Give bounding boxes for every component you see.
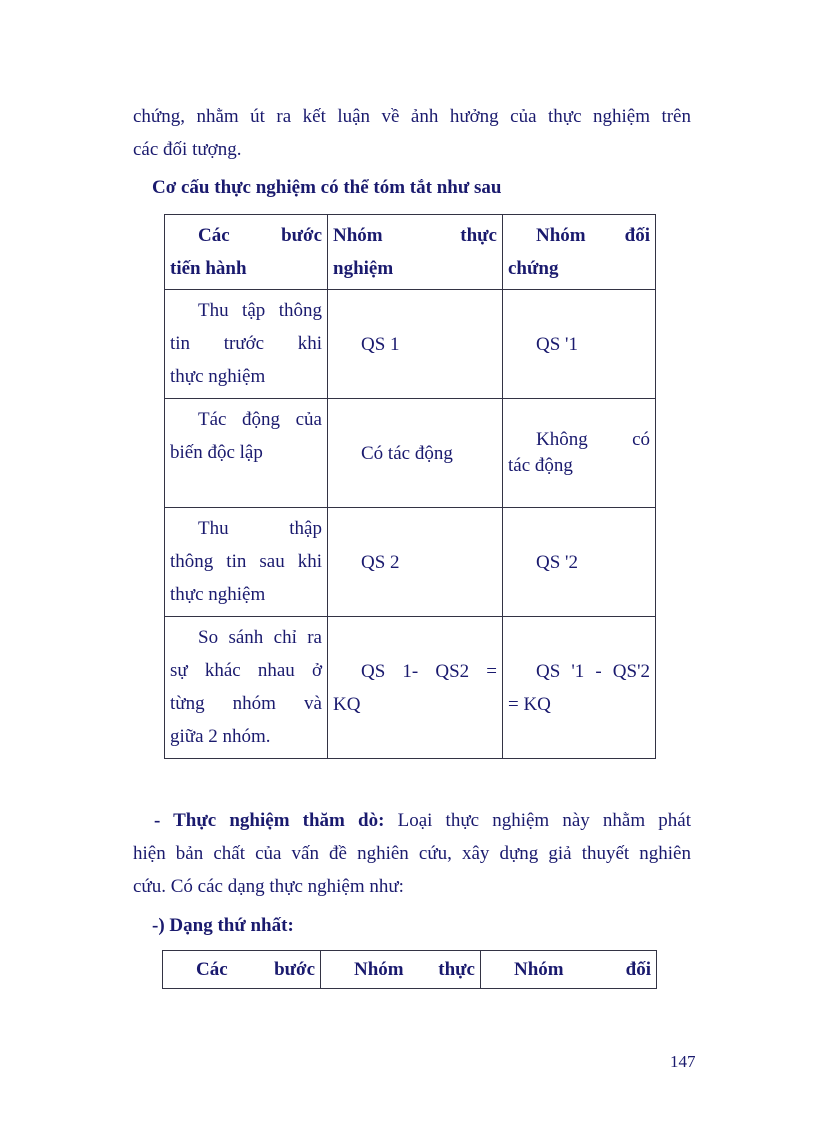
row2-ctrl-line1: Không có xyxy=(536,429,650,450)
form-one-table xyxy=(162,950,657,989)
t2-header-control xyxy=(481,951,657,989)
row4-step xyxy=(165,617,328,759)
row4-control xyxy=(503,617,656,759)
row3-step xyxy=(165,508,328,617)
table-row xyxy=(165,508,656,617)
row2-exp-value: Có tác động xyxy=(361,442,453,464)
row3-step-line1: Thu thập xyxy=(198,518,322,539)
header-steps-line2: tiến hành xyxy=(170,258,247,279)
row1-experimental xyxy=(328,290,503,399)
exploratory-line-1-rest: Loại thực nghiệm này nhằm phát xyxy=(397,810,691,831)
row4-step-line4: giữa 2 nhóm. xyxy=(170,726,271,747)
row1-exp-value: QS 1 xyxy=(361,333,400,355)
row1-step-line1: Thu tập thông xyxy=(198,300,322,321)
header-cell-steps xyxy=(165,215,328,290)
header-cell-control-group xyxy=(503,215,656,290)
exploratory-line-1 xyxy=(133,804,691,837)
row3-control xyxy=(503,508,656,617)
row1-step-line3: thực nghiệm xyxy=(170,366,266,387)
t2-header-steps xyxy=(163,951,321,989)
row2-experimental xyxy=(328,399,503,508)
header-ctrl-line1: Nhóm đối xyxy=(536,225,650,246)
row4-exp-line1: QS 1- QS2 = xyxy=(361,660,497,682)
row3-ctrl-value: QS '2 xyxy=(536,551,578,573)
row2-step xyxy=(165,399,328,508)
intro-line-1: chứng, nhằm út ra kết luận về ảnh hưởng của thực nghiệm trên xyxy=(133,106,691,127)
row2-control xyxy=(503,399,656,508)
experiment-structure-table xyxy=(164,214,656,759)
row2-step-line2: biến độc lập xyxy=(170,442,263,463)
header-cell-experimental-group xyxy=(328,215,503,290)
row4-ctrl-line2: = KQ xyxy=(508,693,551,715)
t2-header-ctrl-text: Nhóm đối xyxy=(514,959,651,980)
table2-header-row xyxy=(163,951,657,989)
table-row xyxy=(165,399,656,508)
page-number: 147 xyxy=(670,1052,696,1071)
row4-ctrl-line1: QS '1 - QS'2 xyxy=(536,660,650,682)
row4-experimental xyxy=(328,617,503,759)
t2-header-exp-text: Nhóm thực xyxy=(354,959,475,980)
table1-header-row xyxy=(165,215,656,290)
t2-header-steps-text: Các bước xyxy=(196,959,315,980)
header-exp-line1: Nhóm thực xyxy=(333,225,497,246)
row4-step-line2: sự khác nhau ở xyxy=(170,660,322,681)
exploratory-paragraph xyxy=(133,804,691,903)
row3-experimental xyxy=(328,508,503,617)
header-steps-line1: Các bước xyxy=(198,225,322,246)
t2-header-experimental xyxy=(321,951,481,989)
row4-step-line1: So sánh chỉ ra xyxy=(198,627,322,648)
intro-paragraph xyxy=(133,100,691,166)
row3-step-line3: thực nghiệm xyxy=(170,584,266,605)
row3-exp-value: QS 2 xyxy=(361,551,400,573)
exploratory-line-2: hiện bản chất của vấn đề nghiên cứu, xây dựng giả thuyết nghiên xyxy=(133,843,691,864)
row4-step-line3: từng nhóm và xyxy=(170,693,322,714)
row1-control xyxy=(503,290,656,399)
row2-ctrl-line2: tác động xyxy=(508,455,573,476)
row1-step xyxy=(165,290,328,399)
row3-step-line2: thông tin sau khi xyxy=(170,551,322,572)
header-exp-line2: nghiệm xyxy=(333,258,394,279)
intro-line-2: các đối tượng. xyxy=(133,139,242,160)
exploratory-bold-lead: - Thực nghiệm thăm dò: xyxy=(154,810,385,831)
form-one-heading: -) Dạng thứ nhất: xyxy=(152,915,294,936)
table-row xyxy=(165,617,656,759)
row2-step-line1: Tác động của xyxy=(198,409,322,430)
exploratory-line-3: cứu. Có các dạng thực nghiệm như: xyxy=(133,876,404,897)
table1-heading: Cơ cấu thực nghiệm có thể tóm tắt như sau xyxy=(152,177,502,198)
table-row xyxy=(165,290,656,399)
row1-ctrl-value: QS '1 xyxy=(536,333,578,355)
row1-step-line2: tin trước khi xyxy=(170,333,322,354)
row4-exp-line2: KQ xyxy=(333,693,361,715)
header-ctrl-line2: chứng xyxy=(508,258,559,279)
